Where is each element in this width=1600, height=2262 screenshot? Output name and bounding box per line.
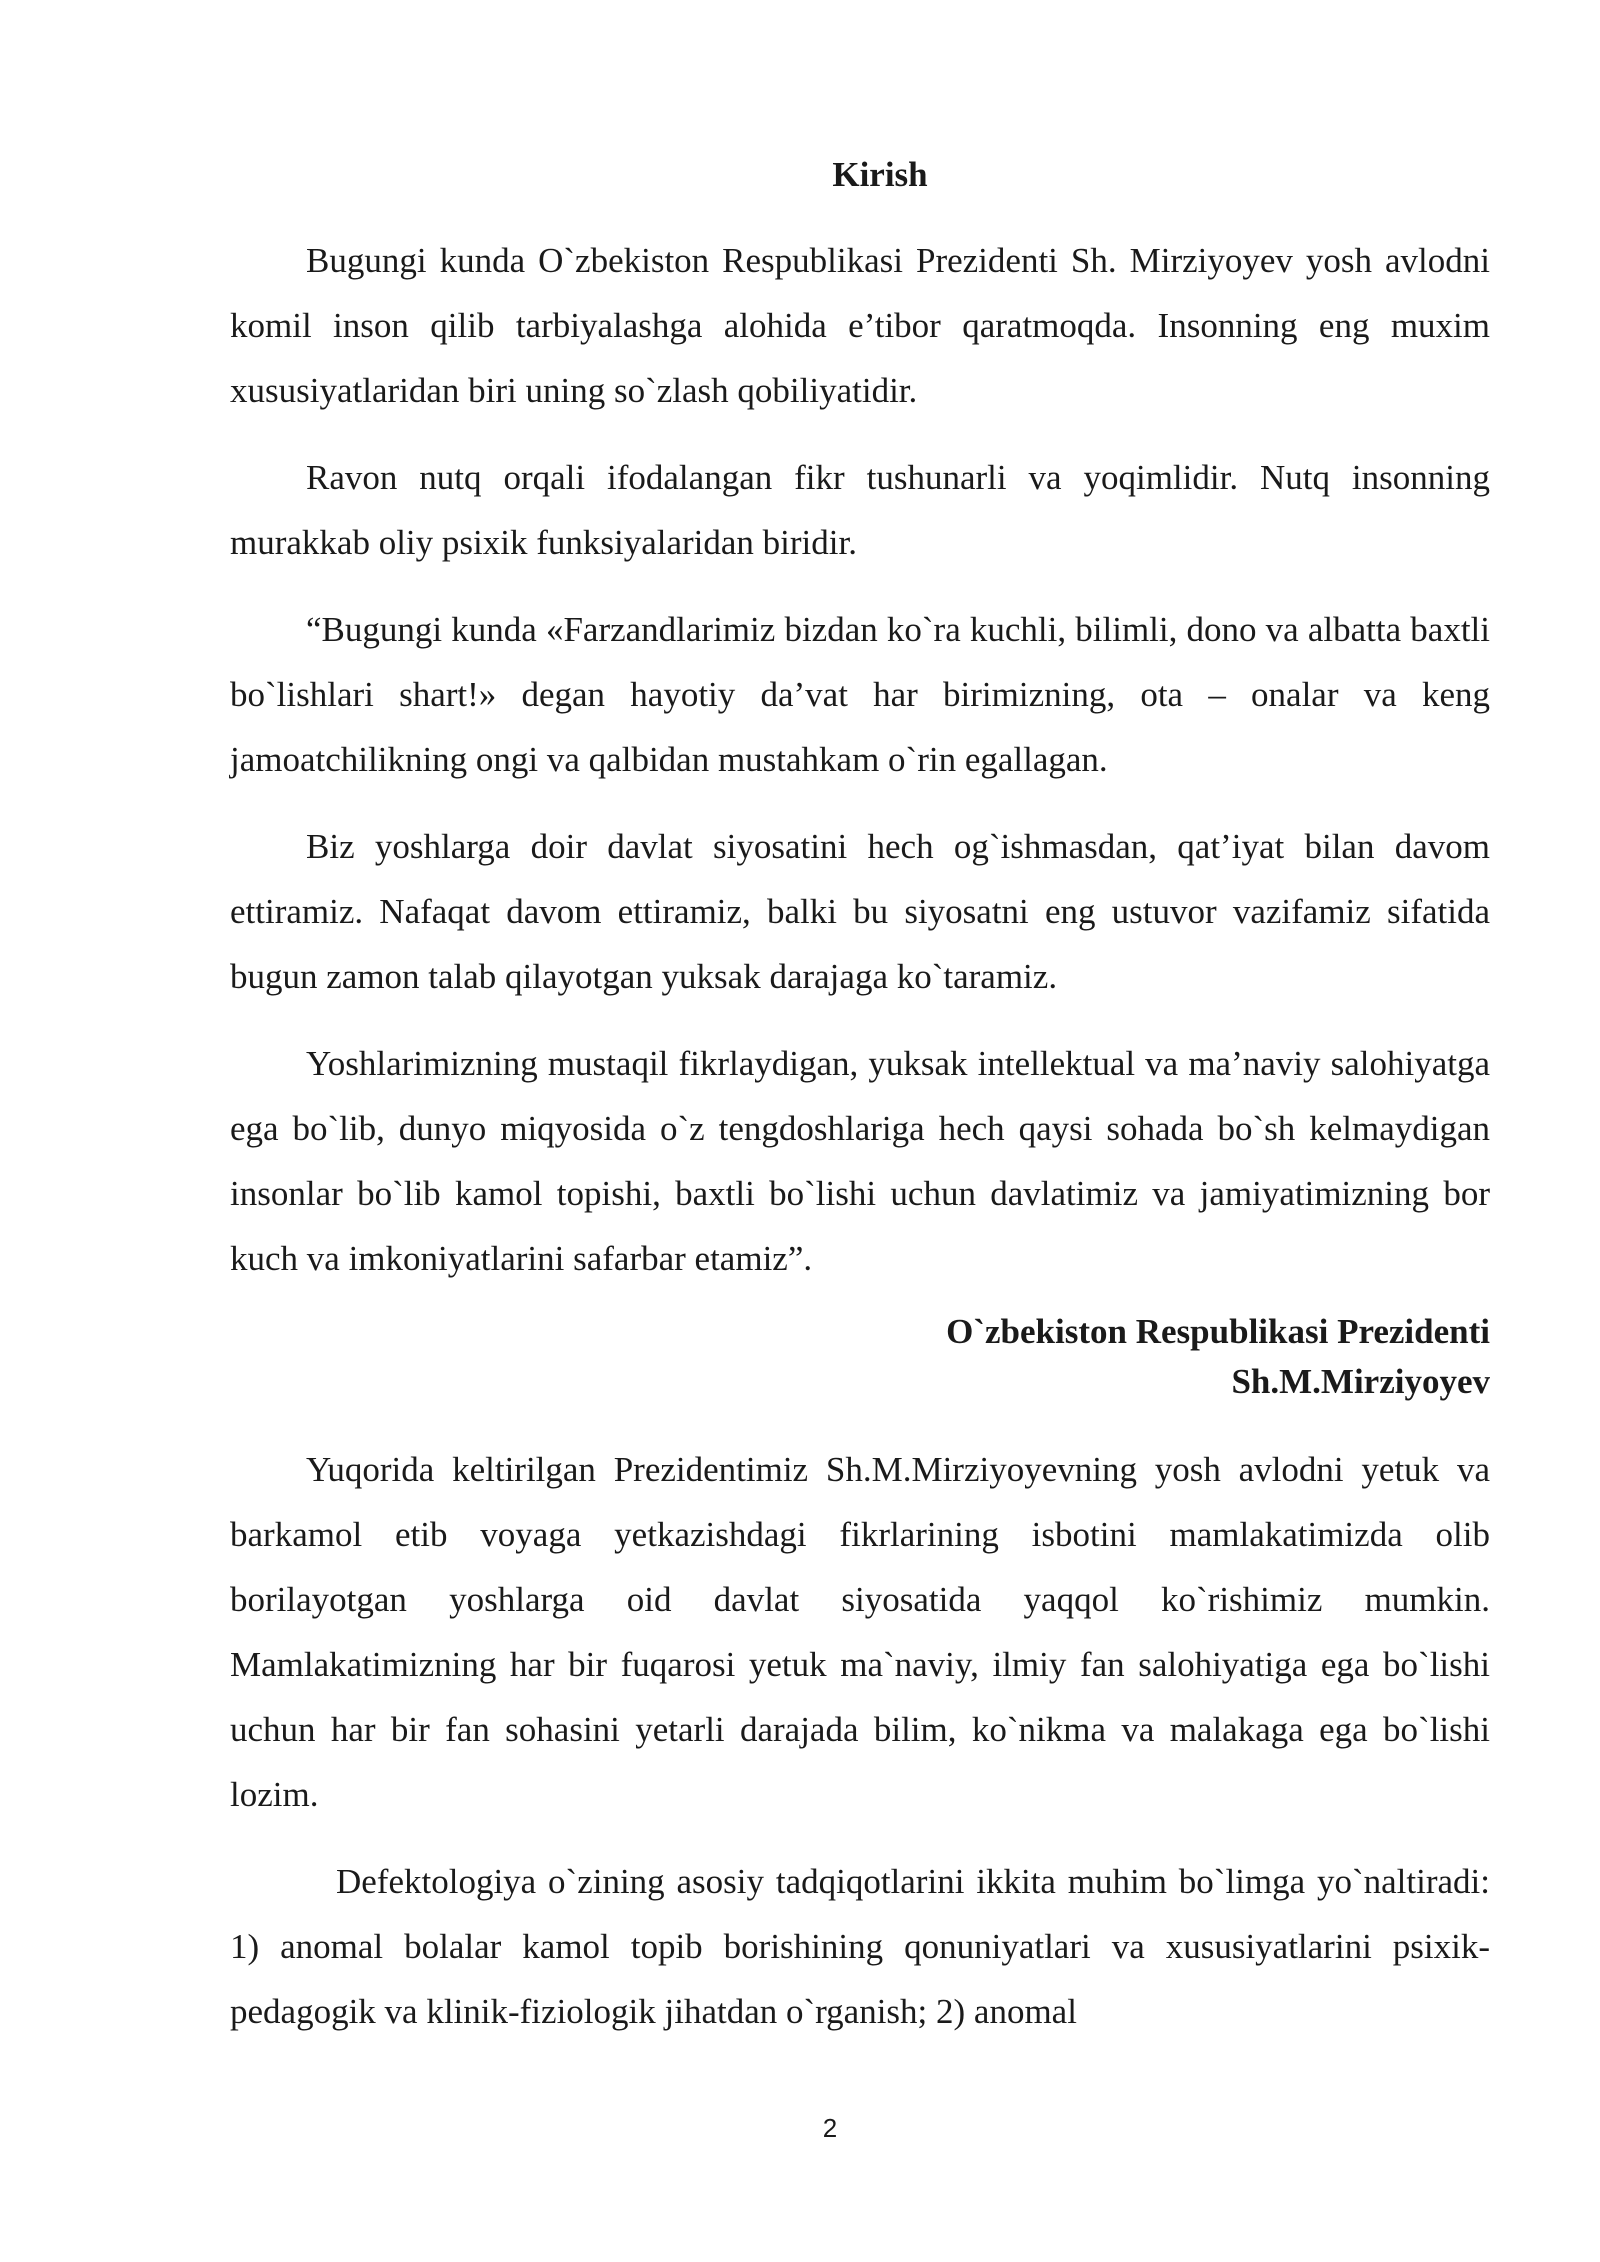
quote-attribution (230, 1307, 1490, 1407)
attribution-title: O`zbekiston Respublikasi Prezidenti (946, 1312, 1490, 1351)
attribution-name: Sh.M.Mirziyoyev (1231, 1362, 1490, 1401)
paragraph-3: Yuqorida keltirilgan Prezidentimiz Sh.M.Mirziyoyevning yosh avlodni yetuk va barkamol etib voyaga yetkazishdagi fikrlarining isbotini mamlakatimizda olib borilayotgan yoshlarga oid davlat siyosatida yaqqol ko`rishimiz mumkin. Mamlakatimizning har bir fuqarosi yetuk ma`naviy, ilmiy fan salohiyatiga ega bo`lishi uchun har bir fan sohasini yetarli darajada bilim, ko`nikma va malakaga ega bo`lishi lozim. (230, 1450, 1490, 1814)
paragraph-quote-1: “Bugungi kunda «Farzandlarimiz bizdan ko`ra kuchli, bilimli, dono va albatta baxtli bo`lishlari shart!» degan hayotiy da’vat har birimizning, ota – onalar va keng jamoatchilikning ongi va qalbidan mustahkam o`rin egallagan. (230, 610, 1490, 779)
paragraph-4: Defektologiya o`zining asosiy tadqiqotlarini ikkita muhim bo`limga yo`naltiradi: 1) anomal bolalar kamol topib borishining qonuniyatlari va xususiyatlarini psixik-pedagogik va klinik-fiziologik jihatdan o`rganish; 2) anomal (230, 1862, 1490, 2031)
document-page (230, 150, 1490, 2066)
paragraph-quote-3: Yoshlarimizning mustaqil fikrlaydigan, yuksak intellektual va ma’naviy salohiyatga ega bo`lib, dunyo miqyosida o`z tengdoshlariga hech qaysi sohada bo`sh kelmaydigan insonlar bo`lib kamol topishi, baxtli bo`lishi uchun davlatimiz va jamiyatimizning bor kuch va imkoniyatlarini safarbar etamiz”. (230, 1044, 1490, 1278)
paragraph-2: Ravon nutq orqali ifodalangan fikr tushunarli va yoqimlidir. Nutq insonning murakkab oliy psixik funksiyalaridan biridir. (230, 458, 1490, 562)
paragraph-quote-2: Biz yoshlarga doir davlat siyosatini hech og`ishmasdan, qat’iyat bilan davom ettiramiz. Nafaqat davom ettiramiz, balki bu siyosatni eng ustuvor vazifamiz sifatida bugun zamon talab qilayotgan yuksak darajaga ko`taramiz. (230, 827, 1490, 996)
page-number: 2 (822, 2113, 838, 2143)
paragraph-1: Bugungi kunda O`zbekiston Respublikasi Prezidenti Sh. Mirziyoyev yosh avlodni komil inson qilib tarbiyalashga alohida e’tibor qaratmoqda. Insonning eng muxim xususiyatlaridan biri uning so`zlash qobiliyatidir. (230, 241, 1490, 410)
section-title: Kirish (832, 155, 928, 194)
